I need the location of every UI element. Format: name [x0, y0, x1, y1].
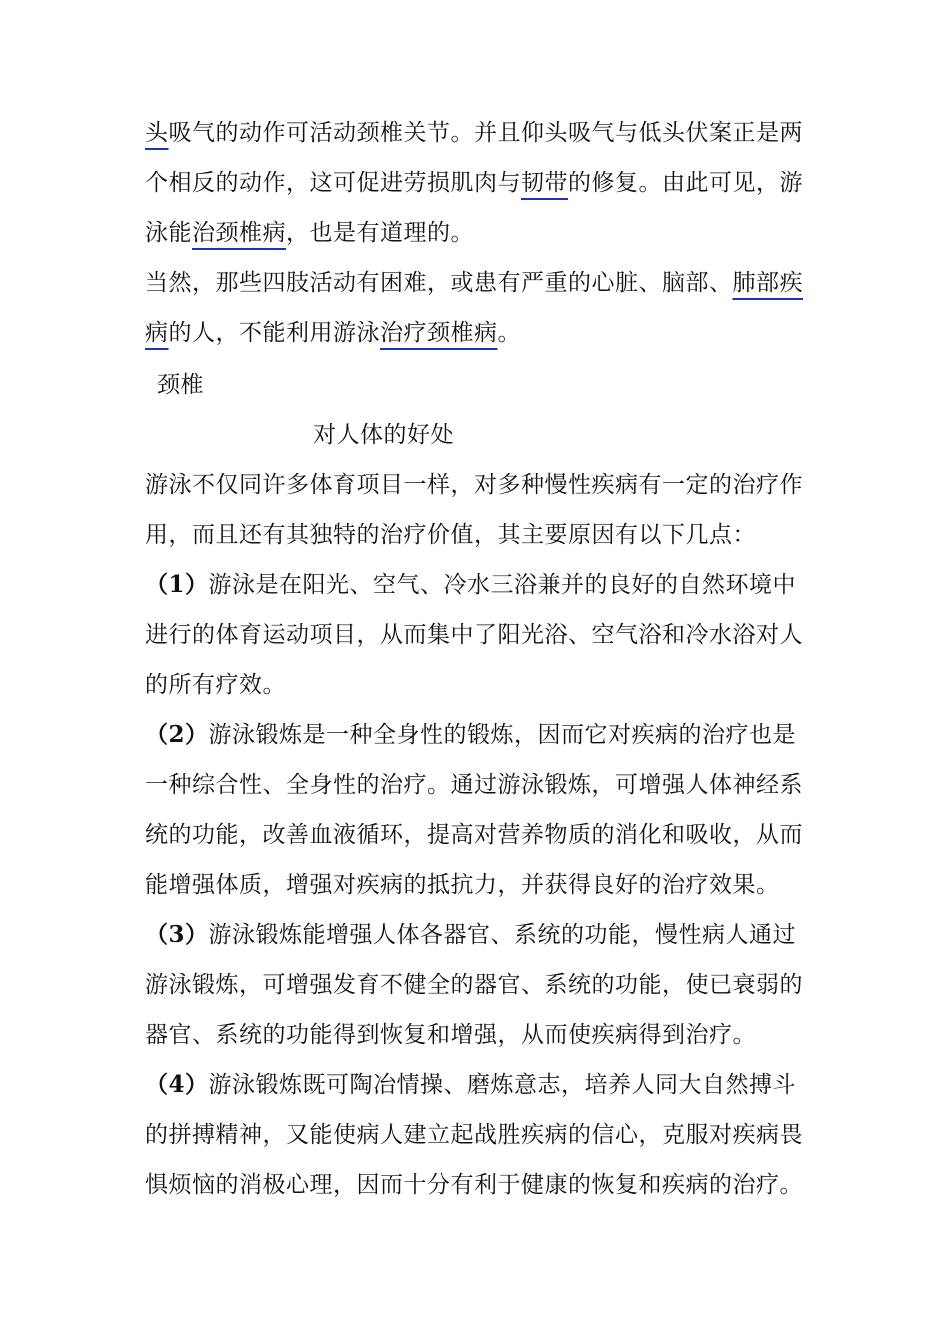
line-text: 游泳是在阳光、空气、冷水三浴兼并的良好的自然环境中 [208, 572, 797, 598]
line-text: 游泳锻炼能增强人体各器官、系统的功能，慢性病人通过 [208, 922, 797, 948]
text-line: 能增强体质，增强对疾病的抵抗力，并获得良好的治疗效果。 [145, 872, 780, 898]
list-number: （4） [145, 1071, 209, 1098]
line-text: 游泳锻炼既可陶冶情操、磨炼意志，培养人同大自然搏斗 [208, 1072, 797, 1098]
line-text: 游泳锻炼是一种全身性的锻炼，因而它对疾病的治疗也是 [208, 722, 797, 748]
keyword-link[interactable]: 头 [145, 120, 169, 146]
text-line: 一种综合性、全身性的治疗。通过游泳锻炼，可增强人体神经系 [145, 772, 803, 798]
text-line: 的所有疗效。 [145, 672, 286, 698]
text-line [145, 268, 803, 298]
text-line: 惧烦恼的消极心理，因而十分有利于健康的恢复和疾病的治疗。 [145, 1172, 803, 1198]
text-line: 统的功能，改善血液循环，提高对营养物质的消化和吸收，从而 [145, 822, 803, 848]
text-line: 游泳锻炼，可增强发育不健全的器官、系统的功能，使已衰弱的 [145, 972, 803, 998]
list-item-first-line [145, 1070, 796, 1100]
keyword-link[interactable]: 治颈椎病 [192, 220, 286, 246]
text-line [145, 168, 803, 198]
list-item-first-line [145, 920, 796, 950]
line-text: 吸气的动作可活动颈椎关节。并且仰头吸气与低头伏案正是两 [168, 120, 803, 146]
section-subheading: 对人体的好处 [313, 422, 454, 448]
text-line: 进行的体育运动项目，从而集中了阳光浴、空气浴和冷水浴对人 [145, 622, 803, 648]
keyword-link[interactable]: 肺部疾 [732, 270, 803, 296]
list-item-first-line [145, 570, 796, 600]
line-text: 个相反的动作，这可促进劳损肌肉与 [145, 170, 521, 196]
text-line [145, 218, 474, 248]
keyword-link[interactable]: 韧带 [521, 170, 568, 196]
keyword-link[interactable]: 病 [145, 320, 169, 346]
line-text: 的人，不能利用游泳 [168, 320, 380, 346]
line-text: 。 [497, 320, 521, 346]
text-line [145, 118, 803, 148]
text-line: 用，而且还有其独特的治疗价值，其主要原因有以下几点： [145, 522, 756, 548]
list-item-first-line [145, 720, 796, 750]
line-text: 的修复。由此可见，游 [568, 170, 803, 196]
list-number: （3） [145, 921, 209, 948]
list-number: （1） [145, 571, 209, 598]
text-line: 器官、系统的功能得到恢复和增强，从而使疾病得到治疗。 [145, 1022, 756, 1048]
keyword-link[interactable]: 治疗颈椎病 [380, 320, 498, 346]
line-text: ，也是有道理的。 [286, 220, 474, 246]
list-number: （2） [145, 721, 209, 748]
line-text: 泳能 [145, 220, 192, 246]
line-text: 当然，那些四肢活动有困难，或患有严重的心脏、脑部、 [145, 270, 733, 296]
text-line: 的拼搏精神，又能使病人建立起战胜疾病的信心，克服对疾病畏 [145, 1122, 803, 1148]
text-line: 游泳不仅同许多体育项目一样，对多种慢性疾病有一定的治疗作 [145, 472, 803, 498]
text-line [145, 318, 521, 348]
section-heading: 颈椎 [157, 372, 204, 398]
